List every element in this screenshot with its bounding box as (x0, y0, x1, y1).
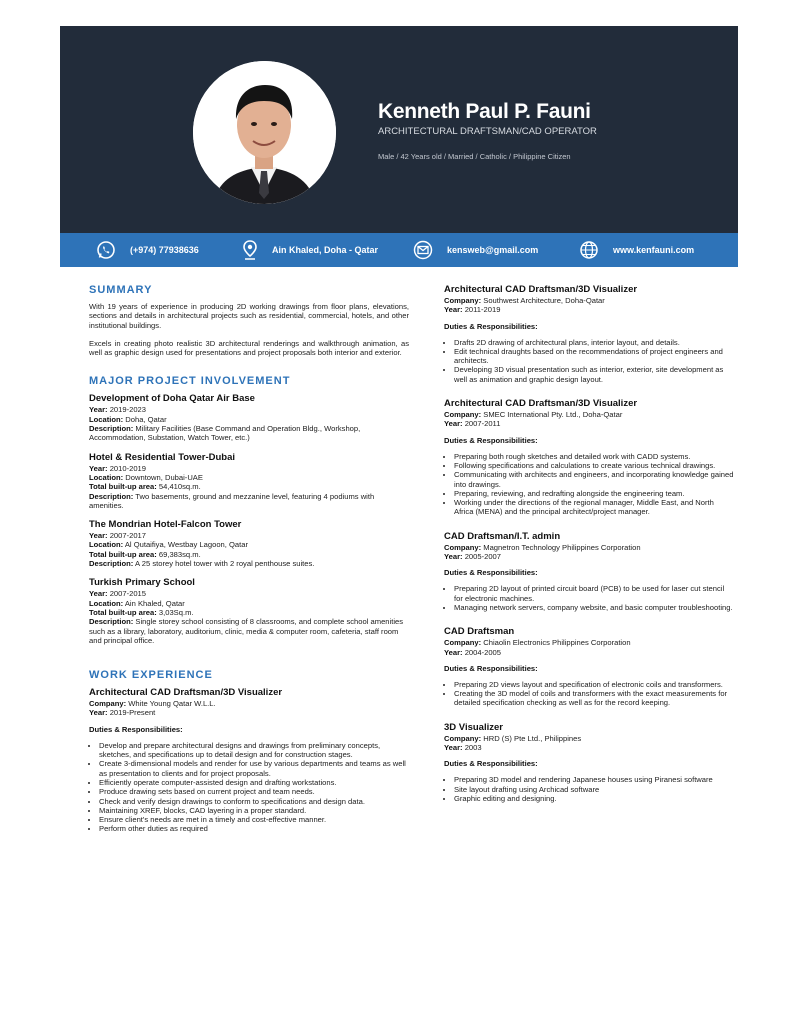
field-value: A 25 storey hotel tower with 2 royal penthouse suites. (133, 559, 315, 569)
location-text: Ain Khaled, Doha - Qatar (272, 245, 379, 255)
jobs-list (444, 284, 734, 803)
personal-details: Male / 42 Years old / Married / Catholic / Philippine Citizen (378, 152, 571, 161)
field-value: 2010-2019 (107, 463, 147, 473)
company-label: Company: (444, 733, 482, 743)
project-field (89, 473, 409, 482)
job-title: Architectural CAD Draftsman/3D Visualizer (444, 398, 638, 410)
contact-bar (60, 233, 738, 267)
field-value: Single storey school consisting of 8 classrooms, and complete school amenities such as a library, laboratory, auditorium, clinic, media & computer room, cafeteria, staff room and principal office. (89, 617, 404, 645)
company-value: Southwest Architecture, Doha-Qatar (481, 296, 605, 305)
duty-item: • Check and verify design drawings to conform to specifications and design data. (99, 797, 409, 806)
field-value: Downtown, Dubai-UAE (123, 472, 203, 482)
field-label: Description: (89, 491, 134, 501)
job-year (444, 743, 734, 752)
duties-list (444, 680, 734, 708)
job-entry (444, 531, 734, 612)
contact-phone (96, 233, 199, 267)
company-label: Company: (444, 638, 482, 648)
project-field (89, 617, 409, 645)
project-entry (89, 519, 409, 568)
field-label: Year: (89, 463, 108, 473)
projects-list (89, 393, 409, 645)
field-value: 2007-2017 (107, 531, 147, 541)
company-label: Company: (444, 410, 482, 420)
job-company: Company: White Young Qatar W.L.L. (89, 699, 216, 709)
project-field (89, 405, 409, 414)
project-field (89, 559, 409, 568)
job-company (444, 638, 734, 647)
duties-list (89, 741, 409, 834)
duty-item: • Communicating with architects and engineers, and incorporating knowledge gained into drawings. (454, 470, 734, 489)
mail-icon (413, 240, 433, 260)
project-title: Development of Doha Qatar Air Base (89, 393, 255, 405)
year-value: 2005-2007 (462, 552, 502, 562)
project-title: Turkish Primary School (89, 577, 195, 589)
field-value: 69,383sq.m. (156, 549, 201, 559)
field-label: Year: (89, 405, 108, 415)
portrait-illustration (193, 61, 336, 204)
company-value: Magnetron Technology Philippines Corporation (481, 542, 641, 552)
duties-heading: Duties & Responsibilities: (444, 435, 538, 445)
year-value: 2003 (462, 743, 482, 753)
project-field (89, 550, 409, 559)
field-label: Description: (89, 559, 134, 569)
duty-item: • Developing 3D visual presentation such as interior, exterior, site development as well as animation and graphic design layout. (454, 365, 734, 384)
project-entry (89, 577, 409, 645)
duties-heading: Duties & Responsibilities: (444, 321, 538, 331)
job-company (444, 734, 734, 743)
duties-heading: Duties & Responsibilities: (89, 724, 183, 734)
field-value: 3,03Sq.m. (156, 607, 194, 617)
duties-heading: Duties & Responsibilities: (444, 663, 538, 673)
email-link[interactable]: kensweb@gmail.com (447, 245, 539, 255)
duty-item: • Preparing, reviewing, and redrafting alongside the engineering team. (454, 489, 734, 498)
year-value: 2011-2019 (462, 305, 501, 315)
company-value: HRD (S) Pte Ltd., Philippines (481, 733, 582, 743)
duty-item: • Working under the directions of the regional manager, Middle East, and North Africa (MENA) and the principal architect/project manager. (454, 498, 734, 517)
duties-list (444, 452, 734, 517)
field-label: Total built-up area: (89, 482, 157, 492)
job-entry (444, 284, 734, 384)
duty-item: • Preparing 2D views layout and specification of electronic coils and transformers. (454, 680, 734, 689)
contact-email (413, 233, 538, 267)
year-label: Year: (444, 743, 463, 753)
duty-item: • Creating the 3D model of coils and transformers with the exact measurements for detailed specification checking as well as for the record keeping. (454, 689, 734, 708)
project-field (89, 415, 409, 424)
left-column (89, 284, 409, 848)
job-year: Year: 2019-Present (89, 708, 156, 718)
duty-item: • Maintaining XREF, blocks, CAD layering in a proper standard. (99, 806, 409, 815)
job-title: Architectural CAD Draftsman/3D Visualizer (444, 284, 638, 295)
header-banner (60, 26, 738, 233)
field-value: 54,410sq.m. (156, 482, 201, 492)
field-label: Description: (89, 617, 134, 627)
job-title: Architectural CAD Draftsman/3D Visualizer (89, 687, 283, 699)
duty-item: • Managing network servers, company website, and basic computer troubleshooting. (454, 603, 734, 612)
duty-item: • Graphic editing and designing. (454, 794, 734, 803)
whatsapp-icon (96, 240, 116, 260)
duty-item: • Efficiently operate computer-assisted design and drafting workstations. (99, 778, 409, 787)
field-value: 2007-2015 (107, 589, 147, 599)
field-label: Location: (89, 472, 124, 482)
duty-item: • Preparing 3D model and rendering Japanese houses using Piranesi software (454, 775, 734, 784)
field-value: Doha, Qatar (123, 414, 167, 424)
company-label: Company: (444, 542, 482, 552)
project-field (89, 531, 409, 540)
year-value: 2004-2005 (462, 647, 502, 657)
job-title: 3D Visualizer (444, 721, 503, 733)
job-company (444, 410, 734, 419)
project-title: Hotel & Residential Tower-Dubai (89, 451, 236, 463)
duty-item: • Drafts 2D drawing of architectural plans, interior layout, and details. (454, 338, 734, 347)
contact-location (242, 233, 378, 267)
duty-item: • Site layout drafting using Archicad software (454, 785, 734, 794)
duty-item: • Perform other duties as required (99, 824, 409, 833)
profile-photo (193, 61, 336, 204)
globe-icon (579, 240, 599, 260)
year-label: Year: (444, 647, 463, 657)
duty-item: • Ensure client's needs are met in a timely and cost-effective manner. (99, 815, 409, 824)
project-field (89, 464, 409, 473)
duties-heading: Duties & Responsibilities: (444, 759, 538, 769)
duties-list (444, 775, 734, 803)
location-pin-icon (242, 240, 258, 260)
project-field (89, 540, 409, 549)
project-field (89, 492, 409, 511)
duties-heading: Duties & Responsibilities: (444, 568, 538, 578)
duty-item: • Following specifications and calculations to create various technical drawings. (454, 461, 734, 470)
duty-item: • Edit technical draughts based on the recommendations of project engineers and architects. (454, 347, 734, 366)
job-title: CAD Draftsman (444, 626, 515, 638)
project-field (89, 482, 409, 491)
field-label: Total built-up area: (89, 607, 157, 617)
field-label: Year: (89, 531, 108, 541)
year-value: 2007-2011 (462, 419, 501, 429)
job-company (444, 543, 734, 552)
field-value: Two basements, ground and mezzanine level, featuring 4 podiums with amenities. (89, 491, 375, 510)
company-value: SMEC International Pty. Ltd., Doha-Qatar (481, 410, 623, 420)
field-label: Total built-up area: (89, 549, 157, 559)
year-label: Year: (444, 419, 463, 429)
job-year (444, 419, 734, 428)
job-entry (444, 398, 734, 517)
duty-item: • Create 3-dimensional models and render for use by various departments and teams as well as presentation to clients and for project proposals. (99, 759, 409, 778)
project-field (89, 608, 409, 617)
duty-item: • Produce drawing sets based on current project and team needs. (99, 787, 409, 796)
field-value: Al Qutaifiya, Westbay Lagoon, Qatar (123, 540, 248, 550)
job-entry (444, 722, 734, 803)
field-label: Location: (89, 598, 124, 608)
company-value: Chiaolin Electronics Philippines Corporation (481, 638, 631, 648)
field-label: Description: (89, 424, 134, 434)
year-label: Year: (444, 305, 463, 315)
field-label: Year: (89, 589, 108, 599)
right-column (444, 284, 734, 817)
contact-website (579, 233, 694, 267)
project-entry (89, 393, 409, 442)
year-label: Year: (444, 552, 463, 562)
field-label: Location: (89, 540, 124, 550)
projects-heading: MAJOR PROJECT INVOLVEMENT (89, 375, 291, 388)
phone-number[interactable]: (+974) 77938636 (130, 245, 199, 255)
summary-heading: SUMMARY (89, 284, 153, 296)
field-label: Location: (89, 414, 124, 424)
duty-item: • Preparing both rough sketches and detailed work with CADD systems. (454, 452, 734, 461)
project-field (89, 589, 409, 598)
project-field (89, 424, 409, 443)
field-value: Ain Khaled, Qatar (123, 598, 185, 608)
candidate-title: ARCHITECTURAL DRAFTSMAN/CAD OPERATOR (378, 126, 597, 137)
work-heading: WORK EXPERIENCE (89, 669, 213, 682)
job-title: CAD Draftsman/I.T. admin (444, 530, 561, 542)
job-year (444, 305, 734, 314)
duty-item: • Preparing 2D layout of printed circuit board (PCB) to be used for laser cut stencil for electronic machines. (454, 584, 734, 603)
project-field (89, 599, 409, 608)
duties-list (444, 338, 734, 384)
job-year (444, 648, 734, 657)
job-entry (444, 626, 734, 707)
field-value: Military Facilities (Base Command and Operation Bldg., Workshop, Accommodation, Substation, Watch Tower, etc.) (89, 424, 361, 443)
job-year (444, 552, 734, 561)
summary-paragraph-2: Excels in creating photo realistic 3D architectural renderings and walkthrough animation, as well as graphic design used for presentations and project proposals both interior and exterior. (89, 338, 409, 358)
project-entry (89, 452, 409, 510)
project-title: The Mondrian Hotel-Falcon Tower (89, 519, 242, 531)
duties-list (444, 584, 734, 612)
field-value: 2019-2023 (107, 405, 147, 415)
job-entry (89, 687, 409, 834)
job-company (444, 296, 734, 305)
candidate-name: Kenneth Paul P. Fauni (378, 100, 591, 123)
summary-paragraph-1: With 19 years of experience in producing 2D working drawings from floor plans, elevations, sections and details in architectural projects such as residential, commercial, hotels, and other institutional buildings. (89, 302, 409, 330)
website-link[interactable]: www.kenfauni.com (613, 245, 695, 255)
company-label: Company: (444, 296, 482, 305)
duty-item: • Develop and prepare architectural designs and drawings from preliminary concepts, sketches, and specifications up to detail design and for construction stages. (99, 741, 409, 760)
